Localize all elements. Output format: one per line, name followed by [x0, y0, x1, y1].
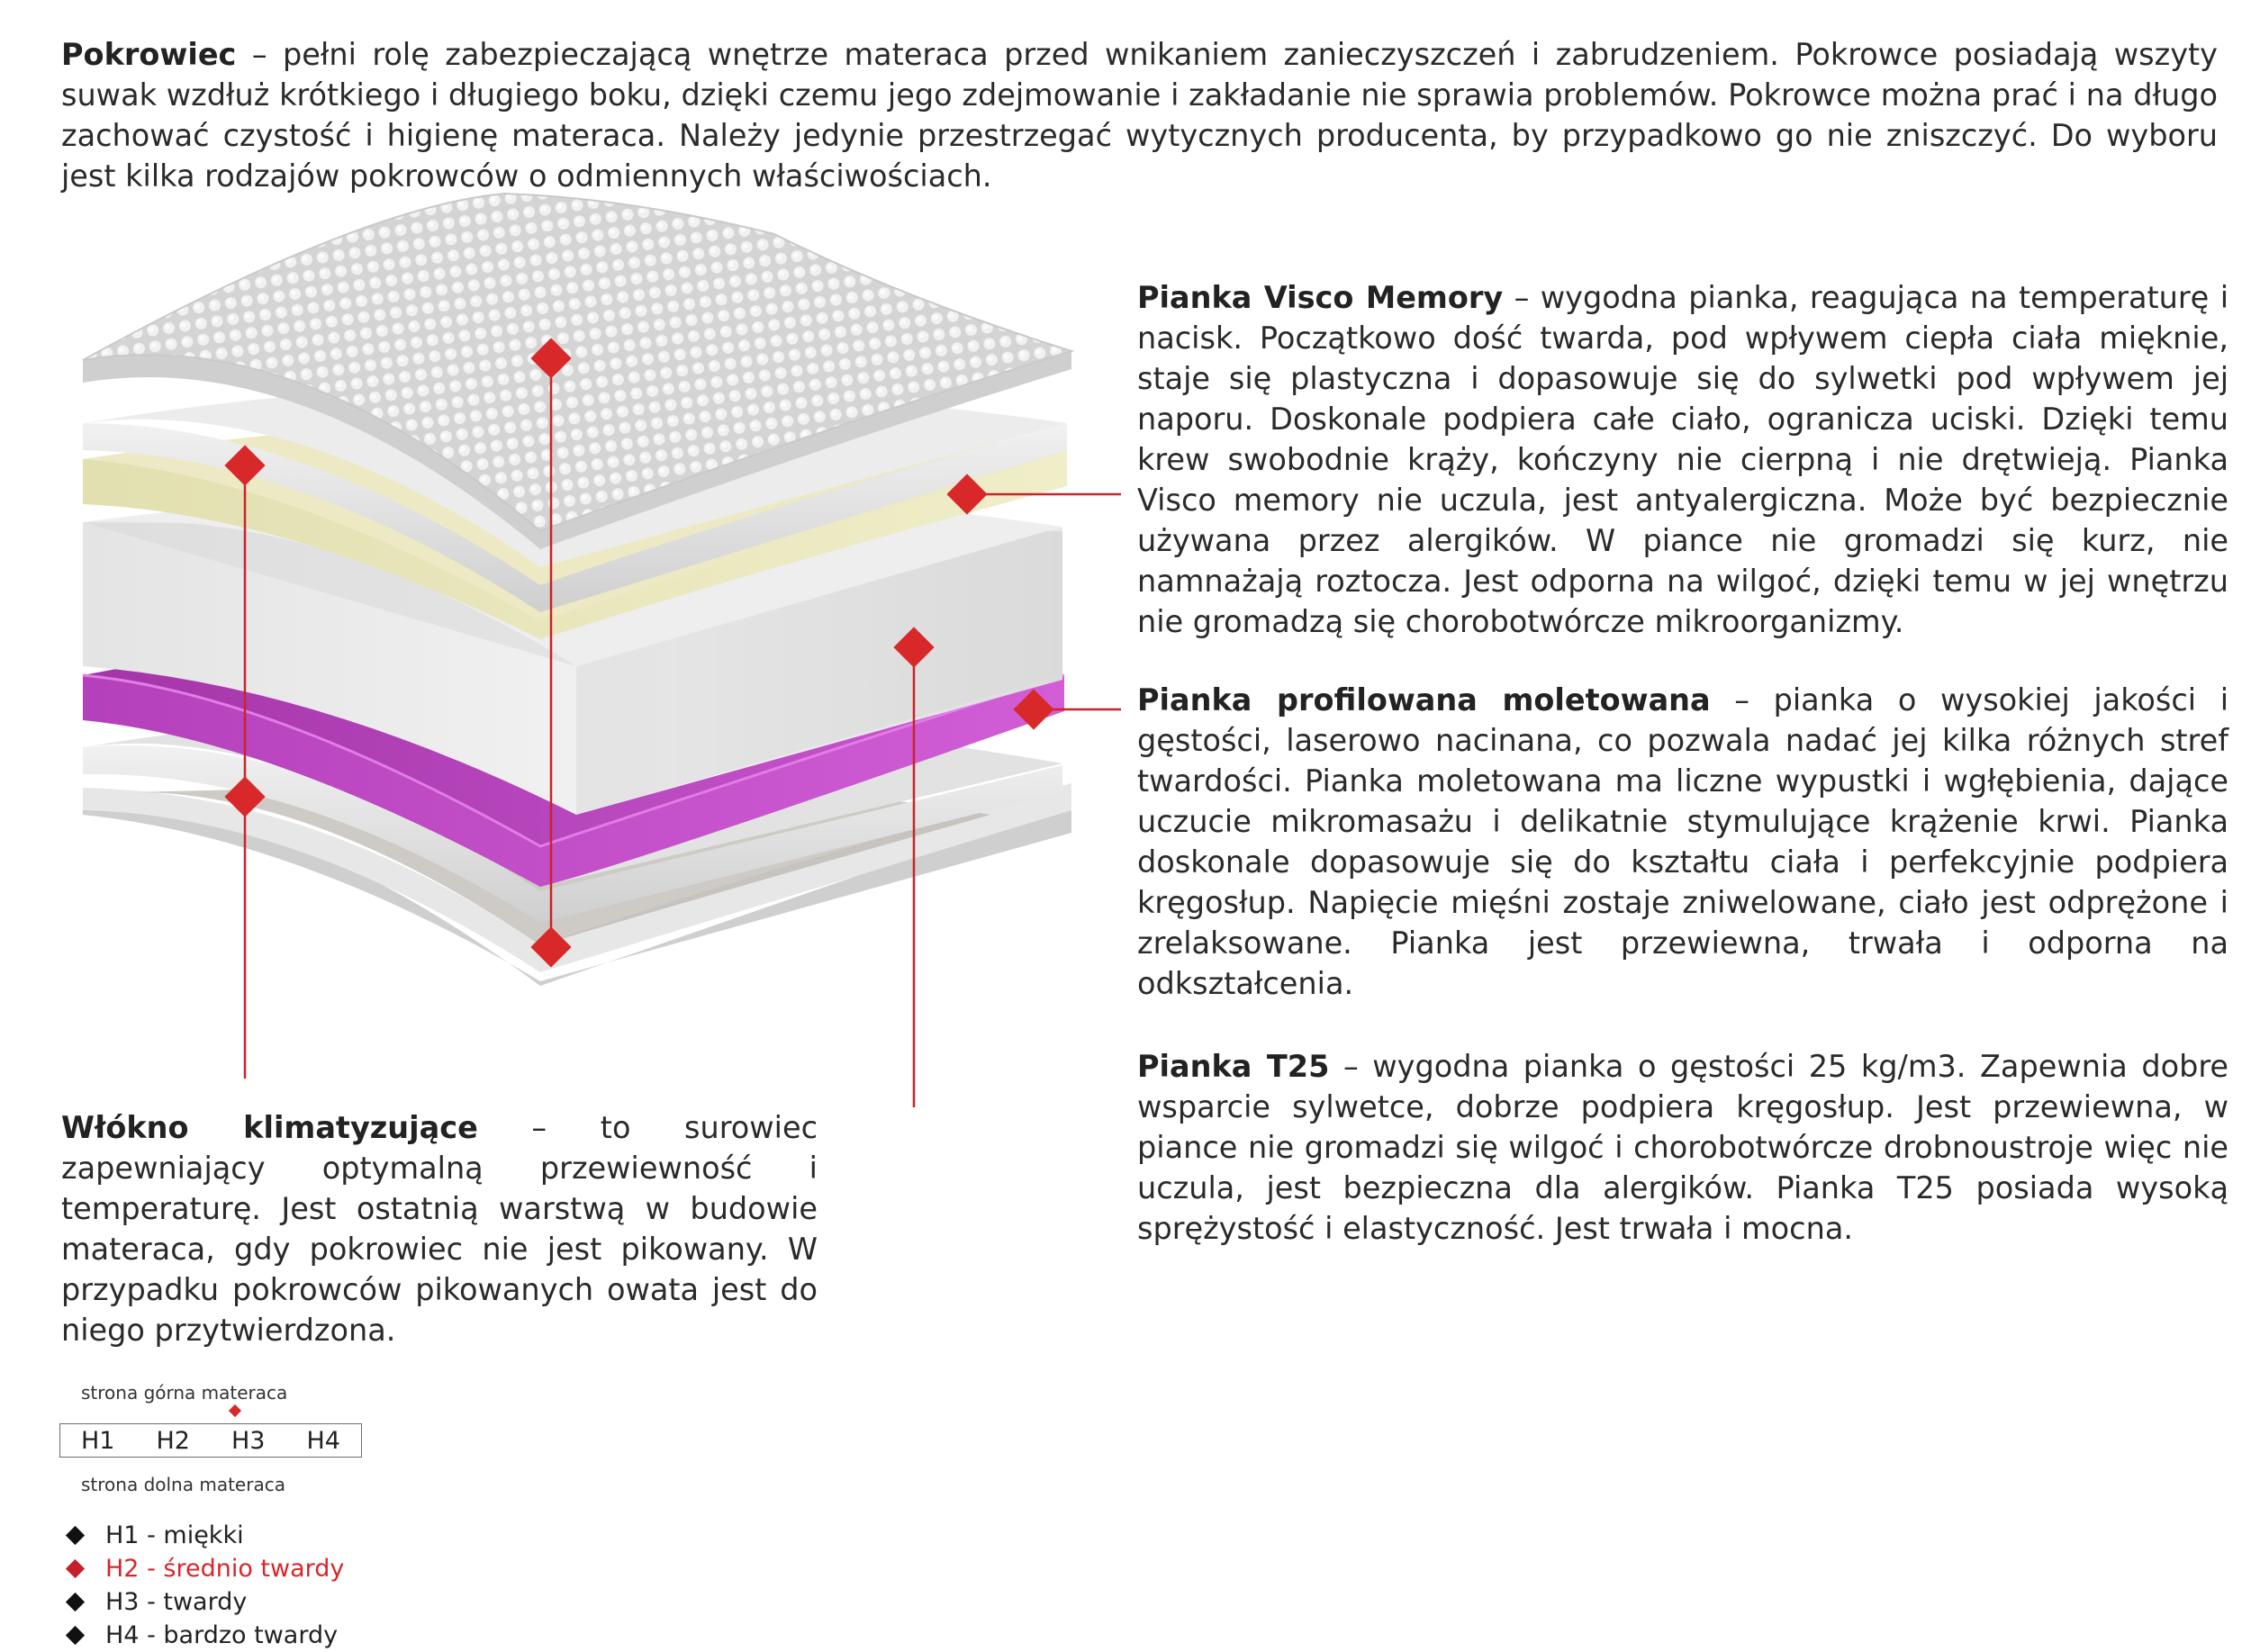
intro-text: – pełni rolę zabezpieczającą wnętrze materaca przed wnikaniem zanieczyszczeń i zabrudzeniem. Pokrowce posiadają wszyty suwak wzdłuż krótkiego i długiego boku, dzięki czemu jego zdejmowanie i zakładanie nie sprawia problemów. Pokrowce można prać i na długo zachować czystość i higienę materaca. Należy jedynie przestrzegać wytycznych producenta, by przypadkowo go nie zniszczyć. Do wyboru jest kilka rodzajów pokrowców o odmiennych właściwościach. [61, 37, 2218, 194]
legend-item-h2 [63, 1552, 344, 1585]
legend-item-h3 [63, 1585, 344, 1619]
selected-hardness-marker [229, 1404, 241, 1417]
diamond-bullet-icon [66, 1526, 85, 1545]
scale-h2: H2 [156, 1426, 190, 1455]
bottom-side-caption: strona dolna materaca [81, 1474, 285, 1495]
wlokno-paragraph [61, 1107, 818, 1350]
legend-item-h1 [63, 1519, 344, 1552]
top-side-caption: strona górna materaca [81, 1382, 288, 1404]
intro-title: Pokrowiec [61, 37, 237, 72]
scale-h1: H1 [81, 1426, 115, 1455]
hardness-scale-box [59, 1423, 362, 1458]
diamond-bullet-icon [66, 1593, 85, 1611]
visco-text: – wygodna pianka, reagująca na temperaturę i nacisk. Początkowo dość twarda, pod wpływem ciepła ciała mięknie, staje się plastyczna i dopasowuje się do sylwetki pod wpływem jej naporu. Doskonale podpiera całe ciało, ogranicza uciski. Dzięki temu krew swobodnie krąży, kończyny nie cierpną i nie drętwieją. Pianka Visco memory nie uczula, jest antyalergiczna. Może być bezpiecznie używana przez alergików. W piance nie gromadzi się kurz, nie namnażają roztocza. Jest odporna na wilgoć, dzięki temu w jej wnętrzu nie gromadzą się chorobotwórcze mikroorganizmy. [1137, 280, 2228, 639]
moletowana-paragraph [1137, 680, 2228, 1004]
legend-label: H1 - miękki [105, 1521, 244, 1549]
wlokno-text: – to surowiec zapewniający optymalną przewiewność i temperaturę. Jest ostatnią warstwą w budowie materaca, gdy pokrowiec nie jest pikowany. W przypadku pokrowców pikowanych owata jest do niego przytwierdzona. [61, 1110, 818, 1348]
legend-label: H4 - bardzo twardy [105, 1621, 339, 1649]
diamond-bullet-icon [66, 1559, 85, 1578]
legend-label: H2 - średnio twardy [105, 1555, 345, 1583]
mattress-layers-diagram [0, 0, 1137, 1107]
visco-title: Pianka Visco Memory [1137, 280, 1504, 315]
wlokno-title: Włókno klimatyzujące [61, 1110, 478, 1145]
t25-title: Pianka T25 [1137, 1049, 1330, 1084]
moletowana-title: Pianka profilowana moletowana [1137, 682, 1711, 718]
legend-item-h4 [63, 1619, 344, 1652]
legend-label: H3 - twardy [105, 1588, 248, 1616]
scale-h3: H3 [231, 1426, 266, 1455]
scale-h4: H4 [306, 1426, 340, 1455]
visco-paragraph [1137, 277, 2228, 642]
t25-text: – wygodna pianka o gęstości 25 kg/m3. Zapewnia dobre wsparcie sylwetce, dobrze podpiera kręgosłup. Jest przewiewna, w piance nie gromadzi się wilgoć i chorobotwórcze drobnoustroje więc nie uczula, jest bezpieczna dla alergików. Pianka T25 posiada wysoką sprężystość i elastyczność. Jest trwała i mocna. [1137, 1049, 2228, 1246]
moletowana-text: – pianka o wysokiej jakości i gęstości, laserowo nacinana, co pozwala nadać jej kilka różnych stref twardości. Pianka moletowana ma liczne wypustki i wgłębienia, dające uczucie mikromasażu i delikatnie stymulujące krążenie krwi. Pianka doskonale dopasowuje się do kształtu ciała i perfekcyjnie podpiera kręgosłup. Napięcie mięśni zostaje zniwelowane, ciało jest odprężone i zrelaksowane. Pianka jest przewiewna, trwała i odporna na odkształcenia. [1137, 682, 2229, 1001]
t25-paragraph [1137, 1046, 2228, 1249]
hardness-legend [63, 1519, 344, 1652]
hardness-scale [59, 1382, 366, 1495]
diamond-bullet-icon [66, 1626, 85, 1645]
